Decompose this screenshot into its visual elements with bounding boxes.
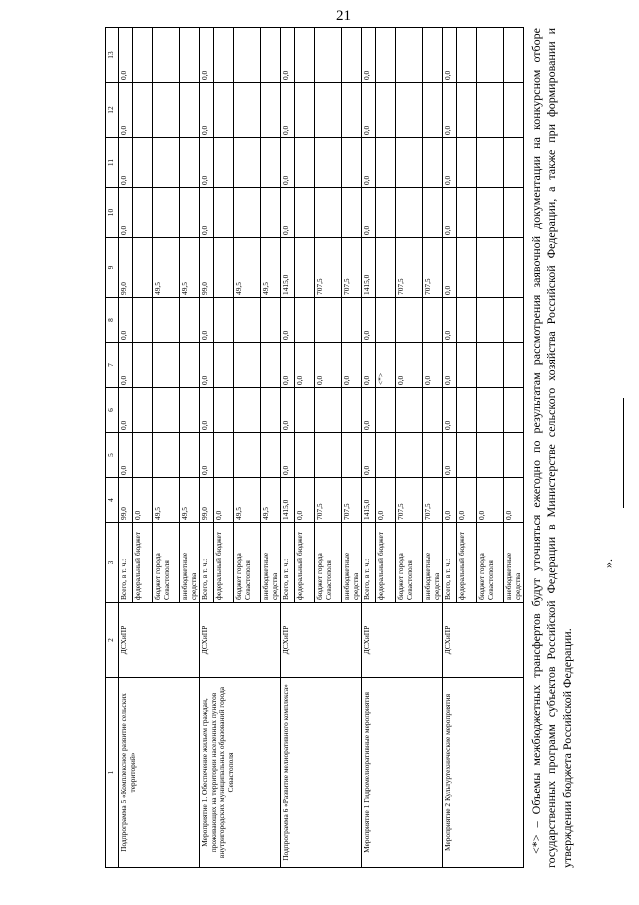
value-cell: 49,5 [234,238,261,298]
value-cell [504,238,524,298]
value-cell [153,28,180,83]
funding-source: федеральный бюджет [133,523,153,603]
value-cell [342,388,362,433]
value-cell [180,343,200,388]
value-cell [261,138,281,188]
closing-mark: ». [601,559,615,568]
value-cell [342,138,362,188]
value-cell [376,83,396,138]
value-cell: 0,0 [376,478,396,523]
value-cell: 99,0 [200,478,214,523]
value-cell [180,138,200,188]
table-row [281,28,295,868]
page-number: 21 [336,8,351,24]
value-cell [342,298,362,343]
value-cell: 0,0 [443,83,457,138]
value-cell: 0,0 [477,478,504,523]
table-row [362,28,376,868]
value-cell: 0,0 [119,188,133,238]
value-cell [457,343,477,388]
value-cell [477,28,504,83]
value-cell: 0,0 [362,138,376,188]
funding-source: бюджет города Севастополя [153,523,180,603]
funding-source: федеральный бюджет [214,523,234,603]
value-cell [133,28,153,83]
value-cell [133,83,153,138]
table-row [119,28,133,868]
value-cell [504,28,524,83]
value-cell [457,188,477,238]
value-cell [423,138,443,188]
value-cell: 0,0 [295,343,315,388]
table-row [443,28,457,868]
value-cell [342,83,362,138]
value-cell [234,28,261,83]
value-cell [504,343,524,388]
value-cell [504,138,524,188]
executor: ДСХиПР [362,603,443,678]
funding-source: внебюджетные средства [342,523,362,603]
value-cell: 0,0 [443,343,457,388]
funding-source: внебюджетные средства [423,523,443,603]
column-header-7: 7 [106,343,119,388]
value-cell: 0,0 [200,188,214,238]
value-cell: 0,0 [281,188,295,238]
value-cell: 0,0 [315,343,342,388]
value-cell: 1415,0 [281,238,295,298]
value-cell: 0,0 [443,238,457,298]
value-cell [214,343,234,388]
value-cell [376,138,396,188]
value-cell [214,188,234,238]
value-cell [423,83,443,138]
value-cell: 0,0 [200,388,214,433]
value-cell: 0,0 [443,478,457,523]
value-cell [396,83,423,138]
value-cell: 0,0 [119,433,133,478]
value-cell [342,433,362,478]
value-cell [214,28,234,83]
value-cell [295,138,315,188]
value-cell [477,238,504,298]
value-cell [504,188,524,238]
value-cell [234,343,261,388]
value-cell [376,298,396,343]
value-cell: 99,0 [200,238,214,298]
value-cell [457,238,477,298]
value-cell [376,433,396,478]
value-cell [234,433,261,478]
funding-source: бюджет города Севастополя [234,523,261,603]
section-name: Мероприятие 2 Культуртехнические мероприятия [443,678,524,868]
funding-source: Всего, в т. ч.: [362,523,376,603]
value-cell [261,433,281,478]
value-cell: 707,5 [396,478,423,523]
value-cell: 0,0 [396,343,423,388]
value-cell [214,83,234,138]
value-cell: 0,0 [342,343,362,388]
value-cell: 49,5 [180,238,200,298]
footnote [529,28,575,868]
value-cell: 0,0 [423,343,443,388]
value-cell: 0,0 [119,388,133,433]
executor: ДСХиПР [119,603,200,678]
value-cell: 0,0 [200,28,214,83]
value-cell [180,188,200,238]
section-name: Мероприятие 1. Обеспечение жильем граждан, проживающих на территории населенных пунктов внутригородских муниципальных образований города Севастополя [200,678,281,868]
value-cell: 1415,0 [362,478,376,523]
value-cell: 0,0 [362,388,376,433]
value-cell [153,138,180,188]
value-cell [457,298,477,343]
value-cell: 0,0 [443,28,457,83]
funding-source: федеральный бюджет [457,523,477,603]
value-cell: 0,0 [200,138,214,188]
value-cell [477,188,504,238]
value-cell [396,188,423,238]
column-header-11: 11 [106,138,119,188]
value-cell [295,388,315,433]
value-cell [153,388,180,433]
value-cell [504,388,524,433]
value-cell: 707,5 [423,478,443,523]
value-cell [477,433,504,478]
value-cell [133,388,153,433]
value-cell [295,298,315,343]
funding-source: Всего, в т. ч.: [200,523,214,603]
value-cell [423,298,443,343]
funding-source: внебюджетные средства [504,523,524,603]
value-cell [477,388,504,433]
value-cell [261,388,281,433]
column-header-1: 1 [106,678,119,868]
value-cell: 99,0 [119,478,133,523]
value-cell [133,433,153,478]
value-cell [261,83,281,138]
funding-source: Всего, в т. ч.: [281,523,295,603]
value-cell: 0,0 [119,343,133,388]
value-cell: 0,0 [119,28,133,83]
value-cell: 49,5 [153,478,180,523]
value-cell [133,343,153,388]
value-cell [180,28,200,83]
value-cell [234,138,261,188]
value-cell [133,188,153,238]
value-cell: 49,5 [261,478,281,523]
value-cell [295,238,315,298]
value-cell [295,188,315,238]
value-cell: 0,0 [200,83,214,138]
value-cell [315,83,342,138]
column-header-6: 6 [106,388,119,433]
table-body [119,28,524,868]
value-cell: 0,0 [443,388,457,433]
value-cell [396,28,423,83]
value-cell: 0,0 [281,28,295,83]
funding-source: внебюджетные средства [261,523,281,603]
value-cell [457,433,477,478]
value-cell [423,433,443,478]
value-cell: <*> [376,343,396,388]
section-name: Подпрограмма 6 «Развитие мелиоративного комплекса» [281,678,362,868]
value-cell [396,298,423,343]
value-cell: 707,5 [315,238,342,298]
value-cell [133,138,153,188]
value-cell [504,83,524,138]
column-header-12: 12 [106,83,119,138]
value-cell [504,298,524,343]
column-header-5: 5 [106,433,119,478]
table-header-row [106,28,119,868]
value-cell: 0,0 [443,138,457,188]
value-cell: 99,0 [119,238,133,298]
value-cell [214,298,234,343]
column-header-8: 8 [106,298,119,343]
value-cell [396,433,423,478]
value-cell: 0,0 [281,343,295,388]
value-cell: 0,0 [281,138,295,188]
value-cell [153,298,180,343]
value-cell: 0,0 [200,433,214,478]
value-cell [153,433,180,478]
value-cell [234,83,261,138]
funding-source: бюджет города Севастополя [396,523,423,603]
value-cell [342,28,362,83]
end-line [623,398,624,508]
value-cell [477,343,504,388]
footnote-text: <*> – Объемы межбюджетных трансфертов будут уточняться ежегодно по результатам рассмотрения заявочной документации на конкурсном отборе государственных программ субъектов Российской Федерации в Министерстве сельского хозяйства Российской Федерации, а также при формировании и утверждении бюджета Российской Федерации. [529,28,574,868]
value-cell: 0,0 [362,343,376,388]
value-cell [133,298,153,343]
value-cell [457,388,477,433]
value-cell [423,188,443,238]
value-cell [315,28,342,83]
funding-source: внебюджетные средства [180,523,200,603]
value-cell: 0,0 [295,478,315,523]
funding-source: федеральный бюджет [295,523,315,603]
column-header-3: 3 [106,523,119,603]
column-header-4: 4 [106,478,119,523]
value-cell: 0,0 [200,343,214,388]
funding-source: бюджет города Севастополя [477,523,504,603]
value-cell: 0,0 [281,388,295,433]
column-header-2: 2 [106,603,119,678]
funding-source: федеральный бюджет [376,523,396,603]
value-cell [457,138,477,188]
section-name: Подпрограмма 5 «Комплексное развитие сельских территорий» [119,678,200,868]
value-cell: 49,5 [234,478,261,523]
value-cell: 707,5 [396,238,423,298]
value-cell [234,298,261,343]
value-cell: 0,0 [443,298,457,343]
value-cell [153,343,180,388]
funding-source: Всего, в т. ч.: [443,523,457,603]
value-cell: 1415,0 [362,238,376,298]
value-cell: 0,0 [362,298,376,343]
value-cell: 707,5 [315,478,342,523]
value-cell [180,83,200,138]
value-cell [376,28,396,83]
executor: ДСХиПР [200,603,281,678]
value-cell [261,298,281,343]
value-cell: 0,0 [443,433,457,478]
column-header-10: 10 [106,188,119,238]
value-cell: 0,0 [119,298,133,343]
value-cell [180,298,200,343]
value-cell: 0,0 [457,478,477,523]
value-cell [315,138,342,188]
value-cell [315,433,342,478]
value-cell: 0,0 [362,188,376,238]
value-cell: 0,0 [214,478,234,523]
value-cell: 0,0 [443,188,457,238]
value-cell: 49,5 [180,478,200,523]
value-cell [477,298,504,343]
value-cell: 0,0 [504,478,524,523]
value-cell: 49,5 [153,238,180,298]
value-cell [153,83,180,138]
value-cell: 0,0 [133,478,153,523]
value-cell: 707,5 [423,238,443,298]
value-cell: 707,5 [342,478,362,523]
value-cell [261,188,281,238]
executor: ДСХиПР [443,603,524,678]
value-cell [295,28,315,83]
column-header-9: 9 [106,238,119,298]
value-cell [214,138,234,188]
value-cell [261,28,281,83]
column-header-13: 13 [106,28,119,83]
value-cell [180,433,200,478]
value-cell [295,83,315,138]
value-cell: 707,5 [342,238,362,298]
section-name: Мероприятие 1 Гидромелиоративные мероприятия [362,678,443,868]
value-cell [234,388,261,433]
value-cell [315,388,342,433]
value-cell [376,238,396,298]
value-cell [396,138,423,188]
value-cell [396,388,423,433]
value-cell [315,188,342,238]
value-cell: 49,5 [261,238,281,298]
value-cell: 0,0 [200,298,214,343]
value-cell: 0,0 [119,83,133,138]
value-cell [457,83,477,138]
value-cell [457,28,477,83]
value-cell [376,188,396,238]
value-cell [315,298,342,343]
funding-source: бюджет города Севастополя [315,523,342,603]
value-cell: 0,0 [281,83,295,138]
value-cell: 0,0 [362,28,376,83]
rotated-landscape-page [105,28,639,868]
value-cell [504,433,524,478]
value-cell [261,343,281,388]
budget-table [105,27,524,868]
value-cell [214,238,234,298]
value-cell [214,388,234,433]
value-cell: 0,0 [362,433,376,478]
value-cell [133,238,153,298]
value-cell [376,388,396,433]
value-cell [477,138,504,188]
value-cell [477,83,504,138]
executor: ДСХиПР [281,603,362,678]
value-cell: 1415,0 [281,478,295,523]
funding-source: Всего, в т. ч.: [119,523,133,603]
value-cell [423,388,443,433]
value-cell: 0,0 [119,138,133,188]
value-cell [295,433,315,478]
value-cell [180,388,200,433]
value-cell [214,433,234,478]
value-cell: 0,0 [281,433,295,478]
value-cell [342,188,362,238]
value-cell [153,188,180,238]
value-cell [423,28,443,83]
value-cell: 0,0 [281,298,295,343]
value-cell [234,188,261,238]
value-cell: 0,0 [362,83,376,138]
table-row [200,28,214,868]
